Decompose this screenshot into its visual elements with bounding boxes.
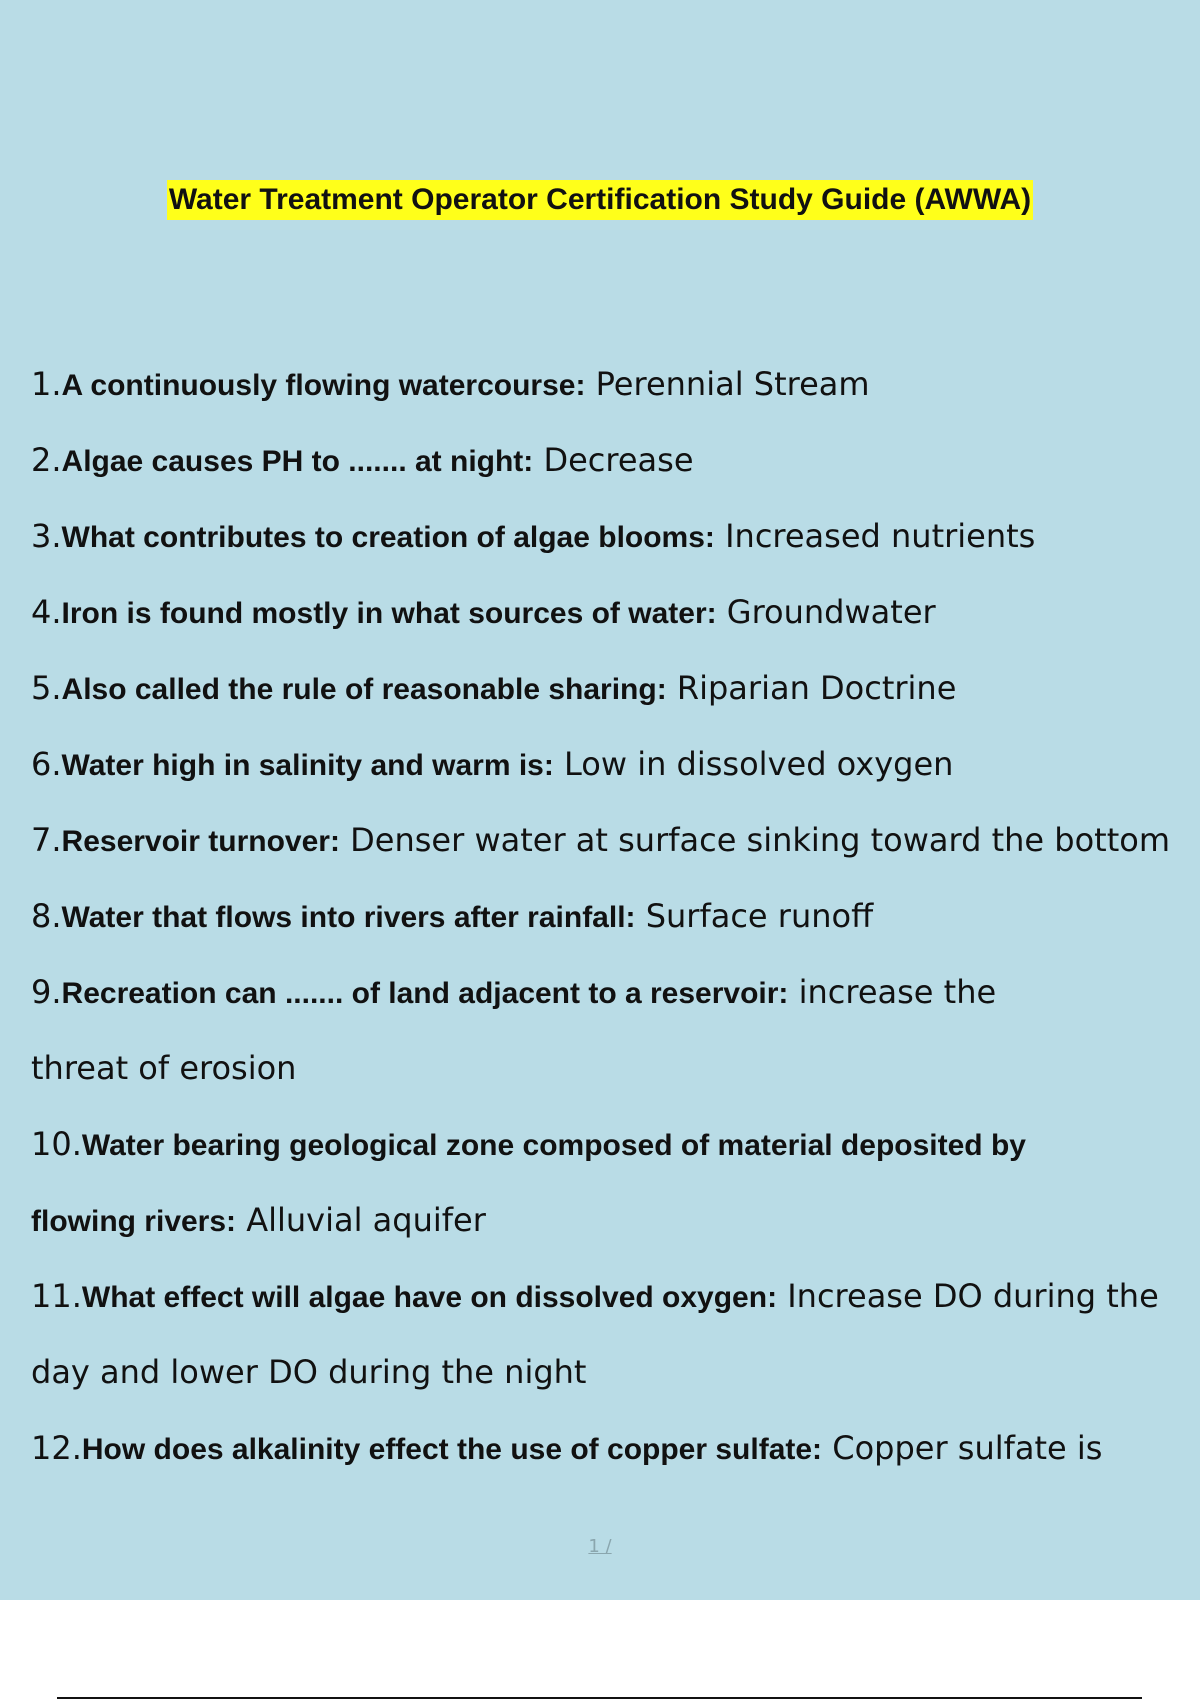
list-item-continuation xyxy=(31,1044,1200,1120)
list-item-continuation xyxy=(31,1348,1200,1424)
item-question: Also called the rule of reasonable sharing: xyxy=(61,673,667,706)
item-number: 3. xyxy=(31,517,62,555)
item-number: 10. xyxy=(31,1125,82,1163)
item-answer: Riparian Doctrine xyxy=(666,669,957,707)
title-container xyxy=(0,180,1200,220)
item-number: 7. xyxy=(31,821,62,859)
item-answer: Perennial Stream xyxy=(585,365,870,403)
item-answer: Groundwater xyxy=(716,593,936,631)
page-number: 1 / xyxy=(588,1536,612,1557)
item-answer: Low in dissolved oxygen xyxy=(553,745,954,783)
item-number: 6. xyxy=(31,745,62,783)
item-number: 8. xyxy=(31,897,62,935)
item-question: Recreation can ....... of land adjacent to a reservoir: xyxy=(61,977,789,1010)
item-answer: Decrease xyxy=(533,441,694,479)
item-answer: Increase DO during the xyxy=(777,1277,1159,1315)
item-question: A continuously flowing watercourse: xyxy=(61,369,586,402)
item-number: 1. xyxy=(31,365,62,403)
list-item xyxy=(31,588,1200,664)
list-item xyxy=(31,436,1200,512)
list-item xyxy=(31,740,1200,816)
item-question: What effect will algae have on dissolved oxygen: xyxy=(81,1281,778,1314)
list-item xyxy=(31,816,1200,892)
item-question: Algae causes PH to ....... at night: xyxy=(61,445,534,478)
item-answer: increase the xyxy=(788,973,997,1011)
item-answer: Denser water at surface sinking toward the bottom xyxy=(339,821,1170,859)
item-answer: Surface runoff xyxy=(635,897,874,935)
list-item xyxy=(31,664,1200,740)
item-question: What contributes to creation of algae blooms: xyxy=(61,521,715,554)
list-item xyxy=(31,512,1200,588)
list-item xyxy=(31,1120,1200,1196)
item-question: How does alkalinity effect the use of copper sulfate: xyxy=(81,1433,823,1466)
item-question: Water bearing geological zone composed of material deposited by xyxy=(81,1129,1026,1162)
item-number: 11. xyxy=(31,1277,82,1315)
list-item xyxy=(31,1424,1200,1500)
item-answer: Alluvial aquifer xyxy=(236,1201,486,1239)
qa-list xyxy=(31,360,1200,1500)
item-answer: Increased nutrients xyxy=(714,517,1036,555)
item-answer: day and lower DO during the night xyxy=(31,1353,587,1391)
list-item xyxy=(31,968,1200,1044)
item-question: Water high in salinity and warm is: xyxy=(61,749,554,782)
item-number: 9. xyxy=(31,973,62,1011)
item-question: Reservoir turnover: xyxy=(61,825,340,858)
item-number: 4. xyxy=(31,593,62,631)
bottom-divider xyxy=(57,1697,1142,1699)
item-number: 5. xyxy=(31,669,62,707)
item-number: 2. xyxy=(31,441,62,479)
item-question: Water that flows into rivers after rainfall: xyxy=(61,901,636,934)
item-question: flowing rivers: xyxy=(31,1205,237,1238)
list-item-continuation xyxy=(31,1196,1200,1272)
list-item xyxy=(31,360,1200,436)
list-item xyxy=(31,892,1200,968)
item-number: 12. xyxy=(31,1429,82,1467)
document-title: Water Treatment Operator Certification Study Guide (AWWA) xyxy=(167,180,1033,220)
item-question: Iron is found mostly in what sources of water: xyxy=(61,597,717,630)
item-answer: threat of erosion xyxy=(31,1049,297,1087)
list-item xyxy=(31,1272,1200,1348)
item-answer: Copper sulfate is xyxy=(822,1429,1103,1467)
